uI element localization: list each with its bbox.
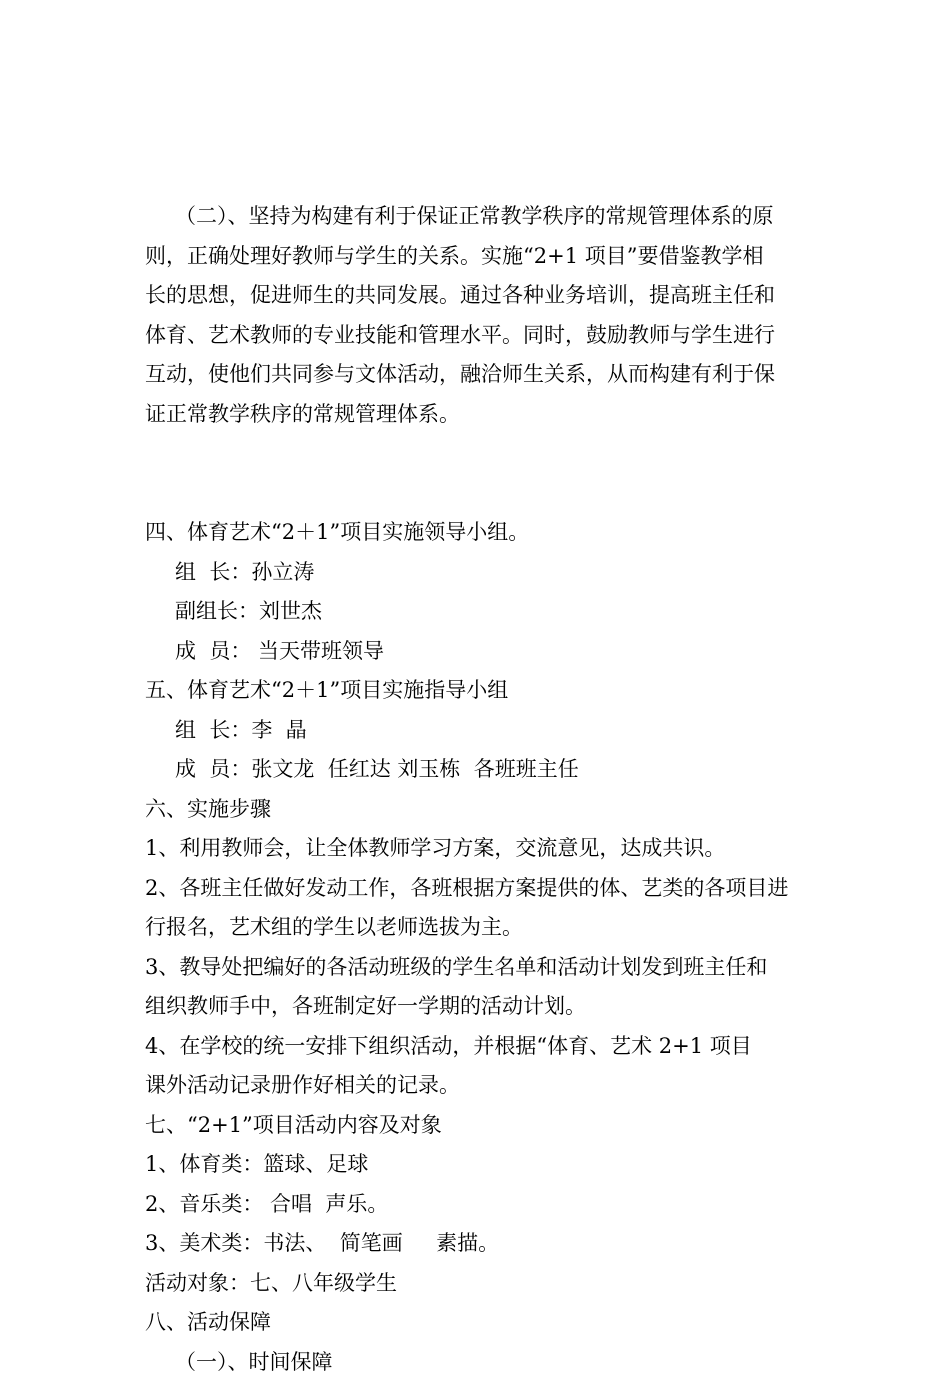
guide-group-members: 成 员：张文龙 任红达 刘玉栋 各班班主任: [145, 750, 810, 790]
heading-section-8: 八、活动保障: [145, 1303, 810, 1343]
heading-section-5: 五、体育艺术“2＋1”项目实施指导小组: [145, 671, 810, 711]
step-3-line-2: 组织教师手中，各班制定好一学期的活动计划。: [145, 987, 810, 1027]
content-music: 2、音乐类： 合唱 声乐。: [145, 1185, 810, 1225]
content-targets: 活动对象：七、八年级学生: [145, 1264, 810, 1304]
leader-group-leader: 组 长：孙立涛: [145, 553, 810, 593]
guide-group-leader: 组 长：李 晶: [145, 711, 810, 751]
text-line: 则，正确处理好教师与学生的关系。实施“2+1 项目”要借鉴教学相: [145, 237, 810, 277]
text-line: 体育、艺术教师的专业技能和管理水平。同时，鼓励教师与学生进行: [145, 316, 810, 356]
content-sports: 1、体育类：篮球、足球: [145, 1145, 810, 1185]
text-line: 证正常教学秩序的常规管理体系。: [145, 395, 810, 435]
text-line: 长的思想，促进师生的共同发展。通过各种业务培训，提高班主任和: [145, 276, 810, 316]
document-page: [145, 118, 810, 1382]
heading-section-4: 四、体育艺术“2＋1”项目实施领导小组。: [145, 513, 810, 553]
section-2-paragraph: [145, 118, 810, 513]
step-4-line-2: 课外活动记录册作好相关的记录。: [145, 1066, 810, 1106]
text-line: （二）、坚持为构建有利于保证正常教学秩序的常规管理体系的原: [145, 197, 810, 237]
subheading-time-guarantee: （一）、时间保障: [145, 1343, 810, 1382]
leader-group-deputy: 副组长：刘世杰: [145, 592, 810, 632]
text-line: 互动，使他们共同参与文体活动，融洽师生关系，从而构建有利于保: [145, 355, 810, 395]
content-art: 3、美术类：书法、 简笔画 素描。: [145, 1224, 810, 1264]
heading-section-6: 六、实施步骤: [145, 790, 810, 830]
step-4-line-1: 4、在学校的统一安排下组织活动，并根据“体育、艺术 2+1 项目: [145, 1027, 810, 1067]
leader-group-members: 成 员： 当天带班领导: [145, 632, 810, 672]
step-2-line-2: 行报名，艺术组的学生以老师选拔为主。: [145, 908, 810, 948]
heading-section-7: 七、“2+1”项目活动内容及对象: [145, 1106, 810, 1146]
step-3-line-1: 3、教导处把编好的各活动班级的学生名单和活动计划发到班主任和: [145, 948, 810, 988]
step-2-line-1: 2、各班主任做好发动工作，各班根据方案提供的体、艺类的各项目进: [145, 869, 810, 909]
step-1: 1、利用教师会，让全体教师学习方案，交流意见，达成共识。: [145, 829, 810, 869]
